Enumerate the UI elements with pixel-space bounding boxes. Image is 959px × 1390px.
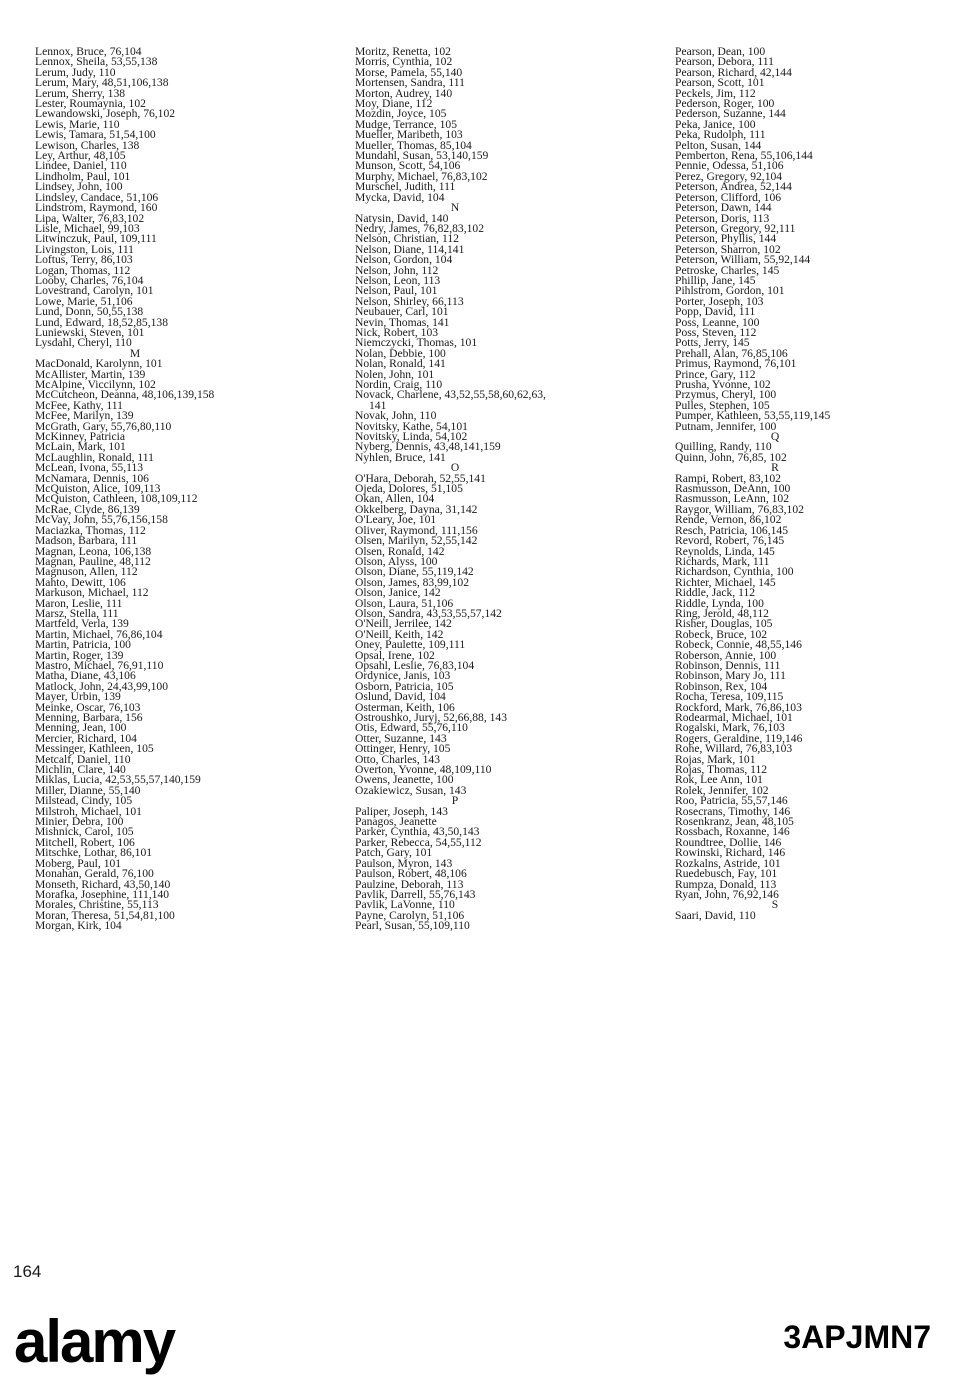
index-entry: Lindee, Daniel, 110	[35, 159, 127, 173]
index-entry: 141	[369, 398, 387, 412]
index-entry: Rojas, Mark, 101	[675, 752, 756, 766]
index-entry: Raygor, William, 76,83,102	[675, 502, 804, 516]
index-entry: Moberg, Paul, 101	[35, 856, 122, 870]
index-entry: Saari, David, 110	[675, 908, 756, 922]
index-entry: Riddle, Lynda, 100	[675, 596, 764, 610]
index-entry: Przymus, Cheryl, 100	[675, 388, 777, 402]
index-entry: Ordynice, Janis, 103	[355, 669, 451, 683]
index-entry: Mudge, Terrance, 105	[355, 117, 457, 131]
index-entry: Pearl, Susan, 55,109,110	[355, 919, 470, 933]
index-entry: Peckels, Jim, 112	[675, 86, 756, 100]
index-entry: Pederson, Suzanne, 144	[675, 107, 786, 121]
index-entry: Payne, Carolyn, 51,106	[355, 908, 465, 922]
index-entry: Olson, Janice, 142	[355, 586, 441, 600]
index-entry: Richards, Mark, 111	[675, 554, 770, 568]
index-entry: Peterson, William, 55,92,144	[675, 253, 811, 267]
index-entry: Lund, Donn, 50,55,138	[35, 305, 144, 319]
index-entry: Lewison, Charles, 138	[35, 138, 140, 152]
index-entry: Rozkalns, Astride, 101	[675, 856, 781, 870]
index-entry: Paulzine, Deborah, 113	[355, 877, 464, 891]
index-entry: Ruedebusch, Fay, 101	[675, 867, 778, 881]
index-entry: Murphy, Michael, 76,83,102	[355, 169, 488, 183]
index-entry: Okan, Allen, 104	[355, 492, 435, 506]
index-entry: Peterson, Clifford, 106	[675, 190, 782, 204]
index-entry: Olsen, Marilyn, 52,55,142	[355, 534, 478, 548]
index-entry: Nelson, Christian, 112	[355, 232, 459, 246]
index-entry: Litwinczuk, Paul, 109,111	[35, 232, 157, 246]
index-entry: Okkelberg, Dayna, 31,142	[355, 502, 478, 516]
index-entry: Milstead, Cindy, 105	[35, 794, 133, 808]
index-entry: Nelson, Diane, 114,141	[355, 242, 465, 256]
index-entry: Overton, Yvonne, 48,109,110	[355, 763, 492, 777]
index-entry: McLean, Ivona, 55,113	[35, 461, 144, 475]
index-entry: Rosenkranz, Jean, 48,105	[675, 815, 794, 829]
index-entry: Olson, James, 83,99,102	[355, 575, 470, 589]
index-entry: McLain, Mark, 101	[35, 440, 126, 454]
index-entry: Robinson, Dennis, 111	[675, 658, 781, 672]
index-entry: Nelson, Shirley, 66,113	[355, 294, 464, 308]
index-entry: Paliper, Joseph, 143	[355, 804, 448, 818]
index-entry: Pavlik, Darrell, 55,76,143	[355, 887, 476, 901]
index-entry: Novitsky, Linda, 54,102	[355, 430, 468, 444]
index-entry: Peterson, Andrea, 52,144	[675, 180, 792, 194]
index-entry: Marsz, Stella, 111	[35, 606, 119, 620]
index-column-3	[675, 47, 959, 921]
index-entry: Magnan, Pauline, 48,112	[35, 554, 151, 568]
index-entry: Panagos, Jeanette	[355, 815, 437, 829]
index-entry: Quilling, Randy, 110	[675, 440, 772, 454]
index-entry: Potts, Jerry, 145	[675, 336, 750, 350]
index-entry: Pemberton, Rena, 55,106,144	[675, 149, 813, 163]
index-entry: Monahan, Gerald, 76,100	[35, 867, 154, 881]
index-entry: Mycka, David, 104	[355, 190, 445, 204]
index-entry: Lindsley, Candace, 51,106	[35, 190, 159, 204]
index-entry: Osterman, Keith, 106	[355, 700, 455, 714]
index-entry: Lewandowski, Joseph, 76,102	[35, 107, 176, 121]
index-entry: Oslund, David, 104	[355, 690, 446, 704]
section-letter: P	[451, 794, 459, 808]
index-entry: Pearson, Scott, 101	[675, 76, 765, 90]
index-entry: Rogalski, Mark, 76,103	[675, 721, 785, 735]
index-entry: O'Hara, Deborah, 52,55,141	[355, 471, 486, 485]
index-entry: Pulles, Stephen, 105	[675, 398, 770, 412]
index-entry: Lindholm, Paul, 101	[35, 169, 131, 183]
index-entry: Revord, Robert, 76,145	[675, 534, 785, 548]
index-entry: Michlin, Clare, 140	[35, 763, 126, 777]
index-entry: Ojeda, Dolores, 51,105	[355, 482, 463, 496]
index-entry: Ley, Arthur, 48,105	[35, 149, 126, 163]
index-entry: Moy, Diane, 112	[355, 97, 433, 111]
index-entry: Perez, Gregory, 92,104	[675, 169, 783, 183]
index-entry: Peka, Janice, 100	[675, 117, 756, 131]
index-entry: Olsen, Ronald, 142	[355, 544, 445, 558]
index-entry: Moritz, Renetta, 102	[355, 45, 451, 58]
index-entry: Menning, Barbara, 156	[35, 711, 143, 724]
index-entry: Meinke, Oscar, 76,103	[35, 700, 141, 714]
index-entry: Ring, Jerold, 48,112	[675, 606, 769, 620]
index-entry: Lennox, Bruce, 76,104	[35, 45, 142, 58]
index-column-1	[35, 47, 335, 932]
index-entry: Lester, Roumaynia, 102	[35, 97, 146, 111]
index-entry: Moran, Theresa, 51,54,81,100	[35, 908, 175, 922]
index-entry: Miklas, Lucia, 42,53,55,57,140,159	[35, 773, 201, 787]
index-entry: Lindsey, John, 100	[35, 180, 123, 194]
index-entry: Morafka, Josephine, 111,140	[35, 887, 170, 901]
index-entry: Novitsky, Kathe, 54,101	[355, 419, 468, 433]
index-entry: Rolek, Jennifer, 102	[675, 783, 769, 797]
index-entry: Owens, Jeanette, 100	[355, 773, 454, 787]
index-entry: Morris, Cynthia, 102	[355, 55, 453, 69]
index-entry: McFee, Kathy, 111	[35, 398, 123, 412]
index-entry: Martin, Roger, 139	[35, 648, 124, 662]
image-id: 3APJMN7	[783, 1319, 931, 1355]
index-entry: Peterson, Phyllis, 144	[675, 232, 777, 246]
index-entry: Morgan, Kirk, 104	[35, 919, 122, 933]
index-entry: Logan, Thomas, 112	[35, 263, 131, 277]
index-entry: Mueller, Thomas, 85,104	[355, 138, 472, 152]
index-entry: Rowinski, Richard, 146	[675, 846, 786, 860]
index-entry: Olson, Alyss, 100	[355, 554, 438, 568]
index-entry: Rockford, Mark, 76,86,103	[675, 700, 802, 714]
index-entry: Pavlik, LaVonne, 110	[355, 898, 455, 912]
index-entry: McRae, Clyde, 86,139	[35, 502, 140, 516]
index-entry: McQuiston, Alice, 109,113	[35, 482, 161, 496]
index-entry: Lund, Edward, 18,52,85,138	[35, 315, 168, 329]
index-entry: Pumper, Kathleen, 53,55,119,145	[675, 409, 831, 423]
index-entry: Otis, Edward, 55,76,110	[355, 721, 468, 735]
index-entry: Luniewski, Steven, 101	[35, 325, 145, 339]
index-entry: Parker, Cynthia, 43,50,143	[355, 825, 480, 839]
index-entry: Rogers, Geraldine, 119,146	[675, 731, 803, 745]
index-entry: Nordin, Craig, 110	[355, 378, 443, 391]
index-entry: Magnan, Leona, 106,138	[35, 544, 152, 558]
index-entry: Olson, Sandra, 43,53,55,57,142	[355, 606, 502, 620]
index-entry: Pelton, Susan, 144	[675, 138, 762, 152]
index-entry: Lysdahl, Cheryl, 110	[35, 336, 132, 350]
index-entry: Reynolds, Linda, 145	[675, 544, 775, 558]
index-entry: Poss, Leanne, 100	[675, 315, 760, 329]
index-entry: Pearson, Debora, 111	[675, 55, 774, 69]
index-entry: Nolen, John, 101	[355, 367, 435, 381]
section-letter: Q	[770, 430, 780, 444]
alamy-logo: alamy	[14, 1308, 175, 1375]
index-entry: Matha, Diane, 43,106	[35, 669, 136, 683]
index-entry: Pearson, Richard, 42,144	[675, 65, 792, 79]
index-entry: Lowe, Marie, 51,106	[35, 294, 133, 308]
index-entry: Maciazka, Thomas, 112	[35, 523, 146, 537]
index-entry: Nelson, Leon, 113	[355, 273, 441, 287]
index-entry: MacDonald, Karolynn, 101	[35, 357, 163, 371]
index-entry: Riddle, Jack, 112	[675, 586, 756, 600]
index-entry: Mueller, Maribeth, 103	[355, 128, 463, 142]
index-entry: Pennie, Odessa, 51,106	[675, 159, 784, 173]
index-entry: Peterson, Gregory, 92,111	[675, 221, 796, 235]
index-entry: McGrath, Gary, 55,76,80,110	[35, 419, 172, 433]
index-entry: Robeck, Bruce, 102	[675, 627, 768, 641]
index-entry: Phillip, Jane, 145	[675, 273, 756, 287]
index-entry: McQuiston, Cathleen, 108,109,112	[35, 492, 198, 506]
index-entry: Murschel, Judith, 111	[355, 180, 456, 194]
index-entry: Morton, Audrey, 140	[355, 86, 453, 100]
index-entry: O'Neill, Keith, 142	[355, 627, 444, 641]
index-entry: Ottinger, Henry, 105	[355, 742, 451, 756]
index-entry: Morales, Christine, 55,113	[35, 898, 159, 912]
index-entry: Parker, Rebecca, 54,55,112	[355, 835, 482, 849]
index-entry: Patch, Gary, 101	[355, 846, 433, 860]
index-entry: Menning, Jean, 100	[35, 721, 127, 735]
index-entry: Mercier, Richard, 104	[35, 731, 137, 745]
index-entry: Primus, Raymond, 76,101	[675, 357, 797, 371]
index-entry: Novack, Charlene, 43,52,55,58,60,62,63,	[355, 388, 546, 402]
index-entry: Rocha, Teresa, 109,115	[675, 690, 784, 704]
index-entry: Nolan, Debbie, 100	[355, 346, 446, 360]
index-entry: Lisle, Michael, 99,103	[35, 221, 140, 235]
index-entry: Poss, Steven, 112	[675, 325, 757, 339]
index-entry: Richardson, Cynthia, 100	[675, 565, 794, 579]
index-entry: Porter, Joseph, 103	[675, 294, 764, 308]
index-entry: Loftus, Terry, 86,103	[35, 253, 133, 267]
index-entry: Nolan, Ronald, 141	[355, 357, 446, 371]
index-entry: Robinson, Mary Jo, 111	[675, 669, 786, 683]
index-entry: Miller, Dianne, 55,140	[35, 783, 141, 797]
index-entry: Lerum, Judy, 110	[35, 65, 116, 79]
index-entry: Opsahl, Leslie, 76,83,104	[355, 658, 475, 672]
index-entry: McLaughlin, Ronald, 111	[35, 450, 154, 464]
index-entry: Popp, David, 111	[675, 305, 756, 319]
index-entry: Peterson, Doris, 113	[675, 211, 770, 225]
index-entry: McAllister, Martin, 139	[35, 367, 146, 381]
index-entry: Mahto, Dewitt, 106	[35, 575, 126, 589]
index-entry: Roo, Patricia, 55,57,146	[675, 794, 788, 808]
index-entry: Robinson, Rex, 104	[675, 679, 768, 693]
index-entry: Monseth, Richard, 43,50,140	[35, 877, 171, 891]
index-entry: Martin, Michael, 76,86,104	[35, 627, 163, 641]
index-entry: Rasmusson, DeAnn, 100	[675, 482, 791, 496]
index-entry: Lerum, Sherry, 138	[35, 86, 126, 100]
index-entry: Richter, Michael, 145	[675, 575, 776, 589]
index-entry: Maron, Leslie, 111	[35, 596, 123, 610]
index-entry: Munson, Scott, 54,106	[355, 159, 461, 173]
index-entry: Minier, Debra, 100	[35, 815, 124, 829]
index-entry: Morse, Pamela, 55,140	[355, 65, 463, 79]
index-entry: Lewis, Tamara, 51,54,100	[35, 128, 156, 142]
index-entry: Metcalf, Daniel, 110	[35, 752, 131, 766]
index-entry: Otter, Suzanne, 143	[355, 731, 447, 745]
index-entry: Ostroushko, Juryj, 52,66,88, 143	[355, 711, 508, 724]
index-entry: Roundtree, Dollie, 146	[675, 835, 782, 849]
index-entry: Mishnick, Carol, 105	[35, 825, 134, 839]
index-entry: Ozakiewicz, Susan, 143	[355, 783, 467, 797]
index-entry: Lovestrand, Carolyn, 101	[35, 284, 154, 298]
index-entry: Rende, Vernon, 86,102	[675, 513, 782, 527]
index-entry: Peka, Rudolph, 111	[675, 128, 766, 142]
index-entry: Milstroh, Michael, 101	[35, 804, 142, 818]
index-entry: Mayer, Urbin, 139	[35, 690, 121, 704]
index-entry: Pihlstrom, Gordon, 101	[675, 284, 785, 298]
index-entry: Ryan, John, 76,92,146	[675, 887, 779, 901]
index-entry: Mozdin, Joyce, 105	[355, 107, 447, 121]
index-entry: Nyberg, Dennis, 43,48,141,159	[355, 440, 501, 454]
index-entry: Looby, Charles, 76,104	[35, 273, 144, 287]
index-entry: Olson, Laura, 51,106	[355, 596, 454, 610]
index-entry: McCutcheon, Deanna, 48,106,139,158	[35, 388, 215, 402]
index-entry: Oney, Paulette, 109,111	[355, 638, 466, 652]
index-entry: Natysin, David, 140	[355, 211, 449, 225]
index-entry: Risher, Douglas, 105	[675, 617, 773, 631]
index-entry: Rok, Lee Ann, 101	[675, 773, 763, 787]
section-letter: S	[771, 898, 779, 912]
index-entry: McVay, John, 55,76,156,158	[35, 513, 168, 527]
index-entry: Prince, Gary, 112	[675, 367, 756, 381]
index-entry: Pederson, Roger, 100	[675, 97, 775, 111]
index-entry: Mitschke, Lothar, 86,101	[35, 846, 153, 860]
index-entry: Oliver, Raymond, 111,156	[355, 523, 478, 537]
index-entry: Nick, Robert, 103	[355, 325, 439, 339]
index-entry: O'Neill, Jerrilee, 142	[355, 617, 452, 631]
index-entry: Rohe, Willard, 76,83,103	[675, 742, 793, 756]
index-entry: Nelson, Gordon, 104	[355, 253, 453, 267]
index-entry: Rampi, Robert, 83,102	[675, 471, 781, 485]
section-letter: M	[129, 346, 141, 360]
index-entry: Nyhlen, Bruce, 141	[355, 450, 446, 464]
index-entry: Martin, Patricia, 100	[35, 638, 131, 652]
index-entry: Rosecrans, Timothy, 146	[675, 804, 791, 818]
index-entry: Olson, Diane, 55,119,142	[355, 565, 474, 579]
index-entry: Mastro, Michael, 76,91,110	[35, 658, 164, 672]
index-entry: Rasmusson, LeAnn, 102	[675, 492, 790, 506]
index-entry: Novak, John, 110	[355, 409, 437, 423]
index-entry: Lerum, Mary, 48,51,106,138	[35, 76, 169, 90]
index-column-2	[355, 47, 655, 932]
index-entry: Resch, Patricia, 106,145	[675, 523, 789, 537]
index-entry: Nedry, James, 76,82,83,102	[355, 221, 485, 235]
index-entry: Otto, Charles, 143	[355, 752, 441, 766]
index-entry: Robeck, Connie, 48,55,146	[675, 638, 802, 652]
index-entry: Lipa, Walter, 76,83,102	[35, 211, 145, 225]
section-letter: R	[771, 461, 779, 475]
index-entry: Matlock, John, 24,43,99,100	[35, 679, 168, 693]
index-entry: Paulson, Robert, 48,106	[355, 867, 467, 881]
index-entry: Lewis, Marie, 110	[35, 117, 120, 131]
index-entry: Niemczycki, Thomas, 101	[355, 336, 478, 350]
index-entry: Magnuson, Allen, 112	[35, 565, 138, 579]
index-entry: Markuson, Michael, 112	[35, 586, 149, 600]
index-entry: Martfeld, Verla, 139	[35, 617, 129, 631]
index-entry: Lindstrom, Raymond, 160	[35, 201, 158, 215]
index-entry: Prehall, Alan, 76,85,106	[675, 346, 788, 360]
section-letter: N	[450, 201, 460, 215]
index-entry: Petroske, Charles, 145	[675, 263, 780, 277]
index-entry: Lennox, Sheila, 53,55,138	[35, 55, 158, 69]
index-entry: Osborn, Patricia, 105	[355, 679, 454, 693]
index-entry: Prusha, Yvonne, 102	[675, 378, 771, 391]
index-entry: McKinney, Patricia	[35, 430, 126, 444]
index-entry: Rumpza, Donald, 113	[675, 877, 777, 891]
index-entry: Roberson, Annie, 100	[675, 648, 777, 662]
index-entry: Messinger, Kathleen, 105	[35, 742, 154, 756]
index-entry: Nelson, Paul, 101	[355, 284, 438, 298]
watermark-band	[0, 1297, 959, 1390]
index-entry: McAlpine, Viccilynn, 102	[35, 378, 156, 391]
index-entry: McFee, Marilyn, 139	[35, 409, 134, 423]
index-entry: Livingston, Lois, 111	[35, 242, 134, 256]
index-entry: Opsal, Irene, 102	[355, 648, 435, 662]
index-entry: Quinn, John, 76,85, 102	[675, 450, 787, 464]
index-entry: Mundahl, Susan, 53,140,159	[355, 149, 489, 163]
index-entry: Rodearmal, Michael, 101	[675, 711, 793, 724]
index-entry: Peterson, Dawn, 144	[675, 201, 772, 215]
index-entry: Mortensen, Sandra, 111	[355, 76, 465, 90]
index-entry: Putnam, Jennifer, 100	[675, 419, 777, 433]
index-entry: Mitchell, Robert, 106	[35, 835, 135, 849]
index-entry: Neubauer, Carl, 101	[355, 305, 449, 319]
index-entry: Pearson, Dean, 100	[675, 45, 766, 58]
index-entry: Nelson, John, 112	[355, 263, 439, 277]
index-entry: Peterson, Sharron, 102	[675, 242, 781, 256]
index-entry: Madson, Barbara, 111	[35, 534, 138, 548]
index-entry: McNamara, Dennis, 106	[35, 471, 149, 485]
page-number: 164	[13, 1262, 42, 1281]
index-entry: Rossbach, Roxanne, 146	[675, 825, 790, 839]
section-letter: O	[450, 461, 460, 475]
index-entry: Nevin, Thomas, 141	[355, 315, 450, 329]
index-entry: Rojas, Thomas, 112	[675, 763, 768, 777]
index-entry: Paulson, Myron, 143	[355, 856, 453, 870]
index-entry: O'Leary, Joe, 101	[355, 513, 437, 527]
